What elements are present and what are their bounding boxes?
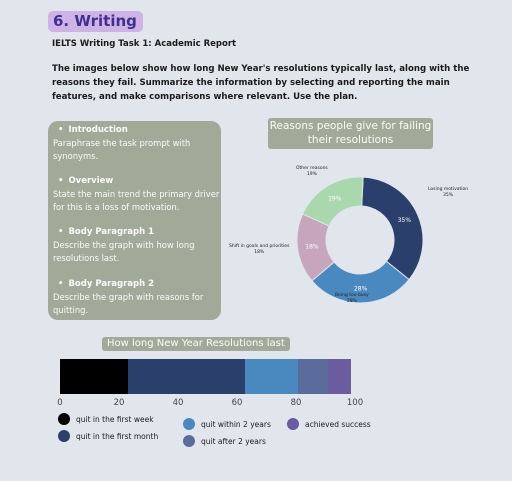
plan-item-body1-title: • Body Paragraph 1 bbox=[58, 227, 155, 237]
x-tick-80: 80 bbox=[290, 398, 302, 408]
duration-stacked-bar bbox=[60, 359, 354, 394]
donut-slice-value-label-1: 28% bbox=[353, 285, 368, 293]
legend-item-after-2-years: quit after 2 years bbox=[183, 435, 266, 447]
x-tick-60: 60 bbox=[231, 398, 243, 408]
slice-label-shift-in-goals: Shift in goals and priorities 18% bbox=[229, 244, 290, 255]
donut-slice-value-label-0: 35% bbox=[397, 217, 411, 225]
donut-chart-title: Reasons people give for failing their resolutions bbox=[268, 118, 433, 149]
slice-label-being-too-busy: Being too busy 28% bbox=[335, 293, 369, 304]
donut-slice-value-label-3: 19% bbox=[328, 195, 342, 203]
plan-item-overview-title: • Overview bbox=[58, 176, 114, 186]
bar-chart-title: How long New Year Resolutions last bbox=[102, 337, 290, 351]
legend-swatch-first-week bbox=[58, 413, 70, 425]
section-heading: 6. Writing bbox=[48, 11, 143, 32]
bar-segment-2 bbox=[245, 359, 298, 394]
donut-slice-0 bbox=[362, 177, 423, 279]
plan-item-introduction-text: Paraphrase the task prompt with synonyms. bbox=[53, 138, 191, 161]
bar-segment-0 bbox=[60, 359, 128, 394]
bar-segment-3 bbox=[298, 359, 327, 394]
legend-swatch-first-month bbox=[58, 430, 70, 442]
legend-item-first-month: quit in the first month bbox=[58, 430, 158, 442]
task-prompt: The images below show how long New Year's resolutions typically last, along with the reasons they fail. Summarize the information by selecting and reporting the main features, and make comparisons where relevant. Use the plan. bbox=[52, 64, 470, 102]
plan-item-body1-text: Describe the graph with how long resolutions last. bbox=[53, 240, 195, 263]
reasons-donut-chart bbox=[290, 170, 430, 310]
legend-swatch-within-2-years bbox=[183, 418, 195, 430]
bar-segment-4 bbox=[328, 359, 352, 394]
x-tick-0: 0 bbox=[57, 398, 63, 408]
task-subtitle: IELTS Writing Task 1: Academic Report bbox=[52, 39, 237, 49]
plan-item-body2-title: • Body Paragraph 2 bbox=[58, 279, 155, 289]
slice-label-losing-motivation: Losing motivation 35% bbox=[428, 187, 469, 198]
writing-plan-box bbox=[48, 121, 221, 320]
legend-item-within-2-years: quit within 2 years bbox=[183, 418, 271, 430]
x-tick-40: 40 bbox=[172, 398, 184, 408]
bar-segment-1 bbox=[128, 359, 246, 394]
slice-label-other-reasons: Other reasons 19% bbox=[296, 166, 328, 177]
legend-item-first-week: quit in the first week bbox=[58, 413, 154, 425]
legend-swatch-after-2-years bbox=[183, 435, 195, 447]
x-tick-20: 20 bbox=[113, 398, 125, 408]
x-tick-100: 100 bbox=[346, 398, 364, 408]
donut-slice-value-label-2: 18% bbox=[305, 243, 319, 251]
legend-swatch-achieved-success bbox=[287, 418, 299, 430]
plan-item-body2-text: Describe the graph with reasons for quitting. bbox=[53, 292, 204, 315]
plan-item-introduction-title: • Introduction bbox=[58, 125, 128, 135]
legend-item-achieved-success: achieved success bbox=[287, 418, 371, 430]
plan-item-overview-text: State the main trend the primary driver for this is a loss of motivation. bbox=[53, 189, 220, 212]
